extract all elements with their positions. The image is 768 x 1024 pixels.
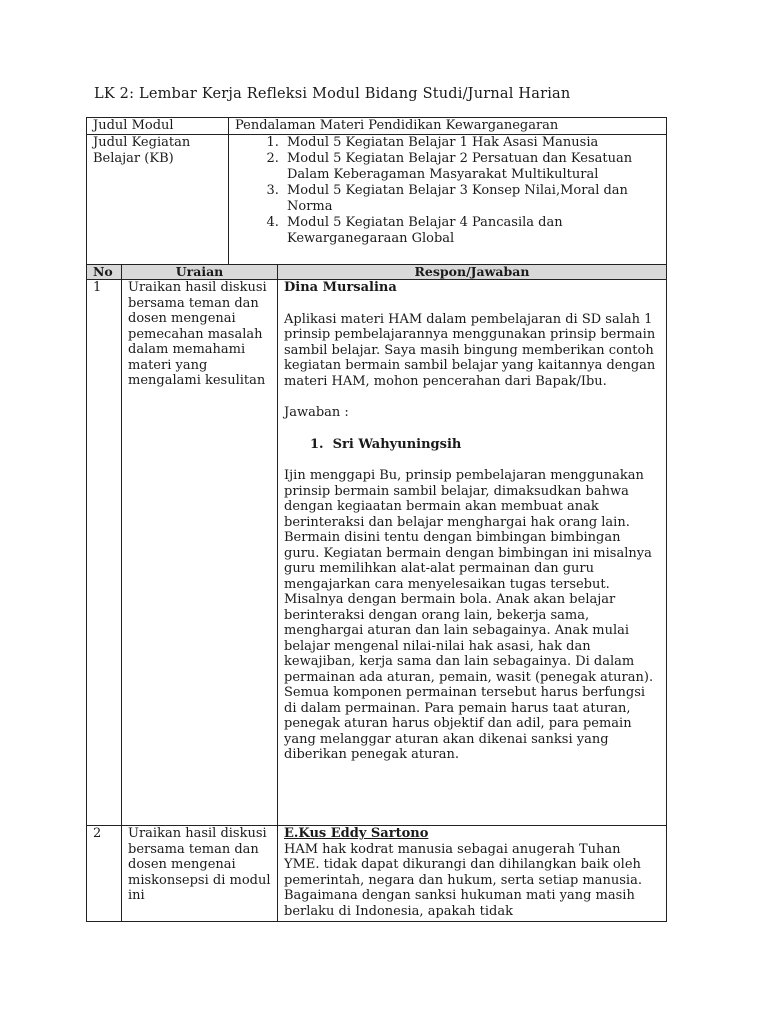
jawaban-label: Jawaban : xyxy=(284,405,349,420)
row-response xyxy=(278,280,667,826)
list-item: 1. Modul 5 Kegiatan Belajar 1 Hak Asasi Manusia xyxy=(283,135,660,151)
kb-label: Judul Kegiatan Belajar (KB) xyxy=(87,135,229,265)
participant-name: E.Kus Eddy Sartono xyxy=(284,826,429,841)
header-no: No xyxy=(87,265,122,280)
table-row xyxy=(87,118,667,135)
responder-name xyxy=(284,437,660,453)
list-item: 2. Modul 5 Kegiatan Belajar 2 Persatuan dan Kesatuan Dalam Keberagaman Masyarakat Multikultural xyxy=(283,151,660,183)
responder-number: 1. xyxy=(310,436,324,452)
responder-label: Sri Wahyuningsih xyxy=(332,436,462,452)
row-response xyxy=(278,826,667,922)
list-item: 4. Modul 5 Kegiatan Belajar 4 Pancasila dan Kewarganegaraan Global xyxy=(283,215,660,247)
row-uraian: Uraikan hasil diskusi bersama teman dan dosen mengenai miskonsepsi di modul ini xyxy=(122,826,278,922)
header-uraian: Uraian xyxy=(122,265,278,280)
kb-list xyxy=(235,135,660,247)
row-number: 1 xyxy=(87,280,122,826)
question-text: Aplikasi materi HAM dalam pembelajaran di SD salah 1 prinsip pembelajarannya menggunakan prinsip bermain sambil belajar. Saya masih bingung memberikan contoh kegiatan bermain sambil belajar yang kaitannya dengan materi HAM, mohon pencerahan dari Bapak/Ibu. xyxy=(284,311,656,389)
document-title: LK 2: Lembar Kerja Refleksi Modul Bidang Studi/Jurnal Harian xyxy=(94,86,571,102)
table-row xyxy=(87,135,667,265)
table-header-row xyxy=(87,265,667,280)
reflection-table xyxy=(86,264,667,922)
participant-name: Dina Mursalina xyxy=(284,280,397,295)
answer-text: Ijin menggapi Bu, prinsip pembelajaran menggunakan prinsip bermain sambil belajar, dimaksudkan bahwa dengan kegiaatan bermain akan membuat anak berinteraksi dan belajar menghargai hak orang lain. Bermain disini tentu dengan bimbingan bimbingan guru. Kegiatan bermain dengan bimbingan ini misalnya guru memilihkan alat-alat permainan dan guru mengajarkan cara menyelesaikan tugas tersebut. Misalnya dengan bermain bola. Anak akan belajar berinteraksi dengan orang lain, bekerja sama, menghargai aturan dan lain sebagainya. Anak mulai belajar mengenal nilai-nilai hak asasi, hak dan kewajiban, kerja sama dan lain sebagainya. Di dalam permainan ada aturan, pemain, wasit (penegak aturan). Semua komponen permainan tersebut harus berfungsi di dalam permainan. Para pemain harus taat aturan, penegak aturan harus objektif dan adil, para pemain yang melanggar aturan akan dikenai sanksi yang diberikan penegak aturan. xyxy=(284,468,654,762)
header-respon: Respon/Jawaban xyxy=(278,265,667,280)
module-info-table xyxy=(86,117,667,265)
row-uraian: Uraikan hasil diskusi bersama teman dan dosen mengenai pemecahan masalah dalam memahami materi yang mengalami kesulitan xyxy=(122,280,278,826)
kb-list-cell xyxy=(229,135,667,265)
response-text: HAM hak kodrat manusia sebagai anugerah Tuhan YME. tidak dapat dikurangi dan dihilangkan baik oleh pemerintah, negara dan hukum, serta setiap manusia. Bagaimana dengan sanksi hukuman mati yang masih berlaku di Indonesia, apakah tidak xyxy=(284,841,642,919)
list-item: 3. Modul 5 Kegiatan Belajar 3 Konsep Nilai,Moral dan Norma xyxy=(283,183,660,215)
modul-value: Pendalaman Materi Pendidikan Kewarganegaran xyxy=(229,118,667,135)
table-row xyxy=(87,280,667,826)
row-number: 2 xyxy=(87,826,122,922)
modul-label: Judul Modul xyxy=(87,118,229,135)
table-row xyxy=(87,826,667,922)
